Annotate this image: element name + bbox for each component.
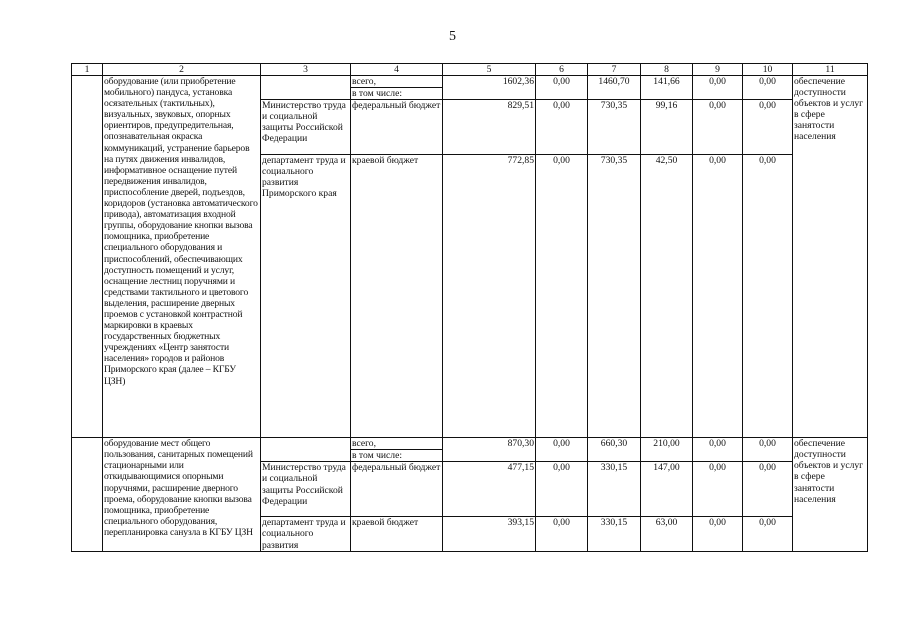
column-number: 3	[261, 64, 351, 76]
funding-source-federal: федеральный бюджет	[351, 462, 443, 517]
value-col5: 870,30	[443, 438, 536, 462]
row-index-cell	[72, 76, 103, 438]
value-col10: 0,00	[743, 76, 793, 100]
value-col9: 0,00	[693, 76, 743, 100]
value-col7: 730,35	[588, 155, 641, 438]
value-col5: 393,15	[443, 517, 536, 551]
value-col5: 829,51	[443, 100, 536, 155]
value-col5: 477,15	[443, 462, 536, 517]
column-number: 5	[443, 64, 536, 76]
value-col6: 0,00	[536, 76, 588, 100]
page-number: 5	[449, 29, 456, 44]
value-col6: 0,00	[536, 438, 588, 462]
table-row-total	[72, 76, 868, 88]
column-number: 11	[793, 64, 868, 76]
funding-source-regional: краевой бюджет	[351, 155, 443, 438]
column-number: 8	[641, 64, 693, 76]
value-col7: 330,15	[588, 517, 641, 551]
budget-table	[71, 63, 868, 552]
value-col6: 0,00	[536, 517, 588, 551]
value-col7: 730,35	[588, 100, 641, 155]
column-number: 6	[536, 64, 588, 76]
executor-regional: департамент труда и социального развития Приморского края	[261, 155, 351, 438]
column-number: 1	[72, 64, 103, 76]
value-col5: 1602,36	[443, 76, 536, 100]
funding-source-total: всего,	[351, 76, 443, 88]
funding-source-federal: федеральный бюджет	[351, 100, 443, 155]
value-col8: 42,50	[641, 155, 693, 438]
funding-source-regional: краевой бюджет	[351, 517, 443, 551]
value-col9: 0,00	[693, 462, 743, 517]
value-col8: 210,00	[641, 438, 693, 462]
column-number-row	[72, 64, 868, 76]
value-col8: 141,66	[641, 76, 693, 100]
value-col10: 0,00	[743, 517, 793, 551]
funding-source-including: в том числе:	[351, 88, 443, 100]
value-col10: 0,00	[743, 438, 793, 462]
funding-source-total: всего,	[351, 438, 443, 450]
executor-federal: Министерство труда и социальной защиты Российской Федерации	[261, 100, 351, 155]
activity-description: оборудование (или приобретение мобильного) пандуса, установка осязательных (тактильных), визуальных, звуковых, опорных ориентиров, предупредительная, опознавательная окраска коммуникаций, устранение барьеров на путях движения инвалидов, информативное оснащение путей передвижения инвалидов, приспособление дверей, подъездов, коридоров (установка автоматического привода), автоматизация входной группы, оборудование кнопки вызова помощника, приобретение специального оборудования и приспособлений, обеспечивающих доступность помещений и услуг, оснащение лестниц поручнями и средствами тактильного и цветового выделения, расширение дверных проемов с установкой контрастной маркировки в краевых государственных бюджетных учреждениях «Центр занятости населения» городов и районов Приморского края (далее – КГБУ ЦЗН)	[103, 76, 261, 438]
value-col8: 63,00	[641, 517, 693, 551]
column-number: 2	[103, 64, 261, 76]
row-index-cell	[72, 438, 103, 551]
column-number: 7	[588, 64, 641, 76]
executor-cell-empty	[261, 76, 351, 100]
expected-result: обеспечение доступности объектов и услуг в сфере занятости населения	[793, 438, 868, 551]
value-col10: 0,00	[743, 155, 793, 438]
value-col8: 99,16	[641, 100, 693, 155]
activity-description: оборудование мест общего пользования, санитарных помещений стационарными или откидывающимися опорными поручнями, расширение дверного проема, оборудование кнопки вызова помощника, приобретение специального оборудования, перепланировка санузла в КГБУ ЦЗН	[103, 438, 261, 551]
value-col6: 0,00	[536, 100, 588, 155]
value-col9: 0,00	[693, 517, 743, 551]
value-col10: 0,00	[743, 100, 793, 155]
executor-federal: Министерство труда и социальной защиты Российской Федерации	[261, 462, 351, 517]
value-col7: 1460,70	[588, 76, 641, 100]
value-col10: 0,00	[743, 462, 793, 517]
executor-regional: департамент труда и социального развития	[261, 517, 351, 551]
value-col9: 0,00	[693, 438, 743, 462]
table-row-total	[72, 438, 868, 450]
value-col7: 330,15	[588, 462, 641, 517]
funding-source-including: в том числе:	[351, 450, 443, 462]
value-col8: 147,00	[641, 462, 693, 517]
value-col7: 660,30	[588, 438, 641, 462]
column-number: 10	[743, 64, 793, 76]
expected-result: обеспечение доступности объектов и услуг в сфере занятости населения	[793, 76, 868, 438]
value-col6: 0,00	[536, 462, 588, 517]
value-col9: 0,00	[693, 155, 743, 438]
value-col6: 0,00	[536, 155, 588, 438]
value-col5: 772,85	[443, 155, 536, 438]
column-number: 9	[693, 64, 743, 76]
column-number: 4	[351, 64, 443, 76]
executor-cell-empty	[261, 438, 351, 462]
value-col9: 0,00	[693, 100, 743, 155]
